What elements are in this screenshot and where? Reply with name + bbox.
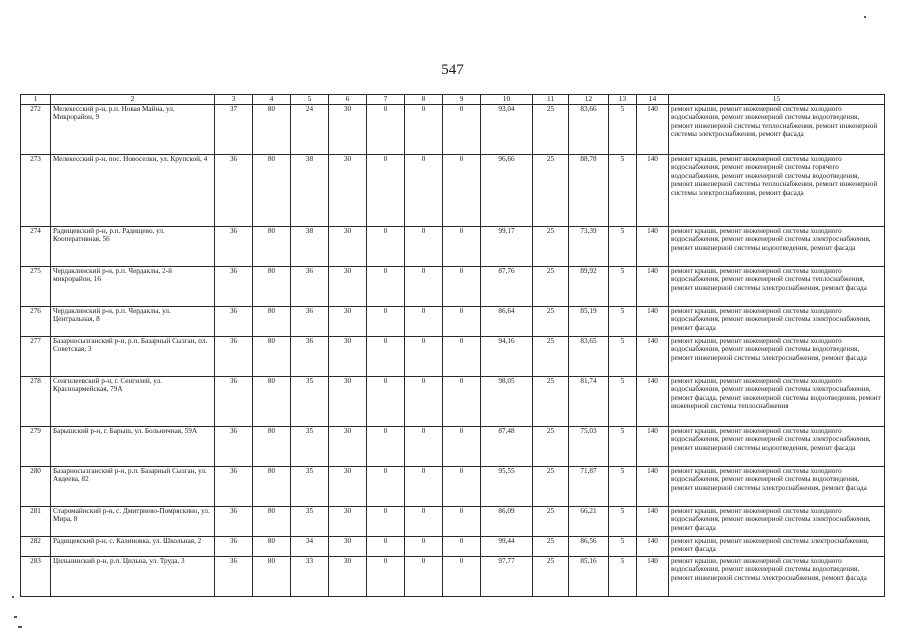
col-9-cell: 0 xyxy=(443,467,481,507)
col-6-cell: 30 xyxy=(329,337,367,377)
header-cell: 10 xyxy=(481,95,533,105)
col-8-cell: 0 xyxy=(405,467,443,507)
col-3-cell: 36 xyxy=(215,557,253,597)
col-3-cell: 36 xyxy=(215,467,253,507)
col-7-cell: 0 xyxy=(367,427,405,467)
col-4-cell: 80 xyxy=(253,507,291,537)
table-row xyxy=(21,155,885,227)
col-10-cell: 87,76 xyxy=(481,267,533,307)
col-13-cell: 5 xyxy=(609,337,637,377)
table-row xyxy=(21,377,885,427)
table-row xyxy=(21,557,885,597)
col-3-cell: 36 xyxy=(215,537,253,557)
col-5-cell: 36 xyxy=(291,337,329,377)
col-12-cell: 85,19 xyxy=(569,307,609,337)
col-8-cell: 0 xyxy=(405,155,443,227)
col-4-cell: 80 xyxy=(253,227,291,267)
scan-mark xyxy=(14,616,17,618)
col-8-cell: 0 xyxy=(405,267,443,307)
col-13-cell: 5 xyxy=(609,537,637,557)
col-6-cell: 30 xyxy=(329,267,367,307)
row-number-cell: 275 xyxy=(21,267,51,307)
works-list-cell: ремонт крыши, ремонт инженерной системы холодного водоснабжения, ремонт инженерной системы водоотведения, ремонт инженерной системы электроснабжения, ремонт фасада xyxy=(669,337,885,377)
col-8-cell: 0 xyxy=(405,557,443,597)
col-9-cell: 0 xyxy=(443,105,481,155)
col-3-cell: 36 xyxy=(215,507,253,537)
col-11-cell: 25 xyxy=(533,467,569,507)
col-6-cell: 30 xyxy=(329,507,367,537)
table-row xyxy=(21,337,885,377)
col-6-cell: 30 xyxy=(329,105,367,155)
col-5-cell: 36 xyxy=(291,267,329,307)
address-cell: Чердаклинский р-н, р.п. Чердаклы, ул. Центральная, 8 xyxy=(51,307,215,337)
col-13-cell: 5 xyxy=(609,507,637,537)
col-10-cell: 96,66 xyxy=(481,155,533,227)
col-11-cell: 25 xyxy=(533,267,569,307)
col-10-cell: 99,44 xyxy=(481,537,533,557)
col-9-cell: 0 xyxy=(443,267,481,307)
header-cell: 2 xyxy=(51,95,215,105)
col-8-cell: 0 xyxy=(405,427,443,467)
row-number-cell: 277 xyxy=(21,337,51,377)
col-12-cell: 86,56 xyxy=(569,537,609,557)
table-row xyxy=(21,105,885,155)
col-11-cell: 25 xyxy=(533,377,569,427)
col-14-cell: 140 xyxy=(637,337,669,377)
address-cell: Старомайнский р-н, с. Дмитриево-Помряскино, ул. Мира, 8 xyxy=(51,507,215,537)
header-cell: 3 xyxy=(215,95,253,105)
table-row xyxy=(21,467,885,507)
works-list-cell: ремонт крыши, ремонт инженерной системы холодного водоснабжения, ремонт инженерной системы электроснабжения, ремонт инженерной системы водоотведения, ремонт фасада xyxy=(669,427,885,467)
col-14-cell: 140 xyxy=(637,377,669,427)
row-number-cell: 283 xyxy=(21,557,51,597)
col-14-cell: 140 xyxy=(637,105,669,155)
address-cell: Чердаклинский р-н, р.п. Чердаклы, 2-й микрорайон, 16 xyxy=(51,267,215,307)
col-5-cell: 35 xyxy=(291,467,329,507)
col-4-cell: 80 xyxy=(253,337,291,377)
col-4-cell: 80 xyxy=(253,537,291,557)
col-11-cell: 25 xyxy=(533,537,569,557)
col-12-cell: 83,65 xyxy=(569,337,609,377)
col-13-cell: 5 xyxy=(609,267,637,307)
col-12-cell: 85,16 xyxy=(569,557,609,597)
col-3-cell: 36 xyxy=(215,307,253,337)
col-9-cell: 0 xyxy=(443,557,481,597)
header-cell: 13 xyxy=(609,95,637,105)
col-4-cell: 80 xyxy=(253,377,291,427)
address-cell: Радищевский р-н, р.п. Радищево, ул. Кооперативная, 56 xyxy=(51,227,215,267)
col-11-cell: 25 xyxy=(533,427,569,467)
col-7-cell: 0 xyxy=(367,557,405,597)
col-3-cell: 36 xyxy=(215,427,253,467)
table-row xyxy=(21,267,885,307)
col-7-cell: 0 xyxy=(367,507,405,537)
col-11-cell: 25 xyxy=(533,155,569,227)
address-cell: Мелекесский р-н, пос. Новоселки, ул. Крупской, 4 xyxy=(51,155,215,227)
works-list-cell: ремонт крыши, ремонт инженерной системы электроснабжения, ремонт фасада xyxy=(669,537,885,557)
col-6-cell: 30 xyxy=(329,537,367,557)
works-list-cell: ремонт крыши, ремонт инженерной системы холодного водоснабжения, ремонт инженерной системы водоотведения, ремонт инженерной системы электроснабжения, ремонт фасада xyxy=(669,557,885,597)
table-row xyxy=(21,307,885,337)
col-3-cell: 36 xyxy=(215,227,253,267)
col-8-cell: 0 xyxy=(405,105,443,155)
header-cell: 1 xyxy=(21,95,51,105)
col-14-cell: 140 xyxy=(637,507,669,537)
works-list-cell: ремонт крыши, ремонт инженерной системы холодного водоснабжения, ремонт инженерной системы электроснабжения, ремонт фасада, ремонт инженерной системы водоотведения, ремонт инженерной системы теплоснабжения xyxy=(669,377,885,427)
col-8-cell: 0 xyxy=(405,337,443,377)
works-list-cell: ремонт крыши, ремонт инженерной системы холодного водоснабжения, ремонт инженерной системы электроснабжения, ремонт фасада xyxy=(669,307,885,337)
col-9-cell: 0 xyxy=(443,377,481,427)
col-13-cell: 5 xyxy=(609,227,637,267)
col-7-cell: 0 xyxy=(367,307,405,337)
col-7-cell: 0 xyxy=(367,467,405,507)
address-cell: Сенгилеевский р-н, г. Сенгилей, ул. Красноармейская, 79А xyxy=(51,377,215,427)
col-4-cell: 80 xyxy=(253,427,291,467)
col-14-cell: 140 xyxy=(637,155,669,227)
address-cell: Цильнинский р-н, р.п. Цильна, ул. Труда, 3 xyxy=(51,557,215,597)
header-cell: 5 xyxy=(291,95,329,105)
works-list-cell: ремонт крыши, ремонт инженерной системы холодного водоснабжения, ремонт инженерной системы водоотведения, ремонт инженерной системы теплоснабжения, ремонт инженерной системы электроснабжения, ремонт фасада xyxy=(669,105,885,155)
header-cell: 4 xyxy=(253,95,291,105)
col-8-cell: 0 xyxy=(405,537,443,557)
col-9-cell: 0 xyxy=(443,537,481,557)
col-11-cell: 25 xyxy=(533,337,569,377)
col-9-cell: 0 xyxy=(443,155,481,227)
col-5-cell: 35 xyxy=(291,377,329,427)
col-8-cell: 0 xyxy=(405,377,443,427)
col-11-cell: 25 xyxy=(533,307,569,337)
works-list-cell: ремонт крыши, ремонт инженерной системы холодного водоснабжения, ремонт инженерной системы электроснабжения, ремонт фасада xyxy=(669,507,885,537)
col-9-cell: 0 xyxy=(443,507,481,537)
header-cell: 6 xyxy=(329,95,367,105)
col-5-cell: 35 xyxy=(291,507,329,537)
col-3-cell: 36 xyxy=(215,155,253,227)
col-6-cell: 30 xyxy=(329,155,367,227)
address-cell: Базарносызганский р-н, р.п. Базарный Сызган, ул. Авдеева, 82 xyxy=(51,467,215,507)
col-12-cell: 89,92 xyxy=(569,267,609,307)
col-13-cell: 5 xyxy=(609,105,637,155)
data-table xyxy=(20,94,885,597)
col-10-cell: 94,16 xyxy=(481,337,533,377)
col-14-cell: 140 xyxy=(637,307,669,337)
header-cell: 11 xyxy=(533,95,569,105)
col-4-cell: 80 xyxy=(253,155,291,227)
col-13-cell: 5 xyxy=(609,557,637,597)
address-cell: Радищевский р-н, с. Калиновка, ул. Школьная, 2 xyxy=(51,537,215,557)
header-cell: 15 xyxy=(669,95,885,105)
col-12-cell: 81,74 xyxy=(569,377,609,427)
col-6-cell: 30 xyxy=(329,307,367,337)
col-10-cell: 97,77 xyxy=(481,557,533,597)
col-7-cell: 0 xyxy=(367,155,405,227)
row-number-cell: 281 xyxy=(21,507,51,537)
col-14-cell: 140 xyxy=(637,227,669,267)
col-6-cell: 30 xyxy=(329,227,367,267)
col-4-cell: 80 xyxy=(253,267,291,307)
col-5-cell: 38 xyxy=(291,227,329,267)
row-number-cell: 280 xyxy=(21,467,51,507)
col-7-cell: 0 xyxy=(367,105,405,155)
works-list-cell: ремонт крыши, ремонт инженерной системы холодного водоснабжения, ремонт инженерной системы горячего водоснабжения, ремонт инженерной системы водоотведения, ремонт инженерной системы теплоснабжения, ремонт инженерной системы электроснабжения, ремонт фасада xyxy=(669,155,885,227)
col-13-cell: 5 xyxy=(609,467,637,507)
col-13-cell: 5 xyxy=(609,155,637,227)
address-cell: Мелекесский р-н, р.п. Новая Майна, ул. Микрорайон, 9 xyxy=(51,105,215,155)
col-4-cell: 80 xyxy=(253,307,291,337)
table-row xyxy=(21,507,885,537)
col-8-cell: 0 xyxy=(405,227,443,267)
table-row xyxy=(21,227,885,267)
col-4-cell: 80 xyxy=(253,467,291,507)
header-cell: 12 xyxy=(569,95,609,105)
row-number-cell: 279 xyxy=(21,427,51,467)
col-5-cell: 33 xyxy=(291,557,329,597)
col-11-cell: 25 xyxy=(533,557,569,597)
col-6-cell: 30 xyxy=(329,467,367,507)
header-cell: 8 xyxy=(405,95,443,105)
col-3-cell: 36 xyxy=(215,377,253,427)
table-header-row xyxy=(21,95,885,105)
col-9-cell: 0 xyxy=(443,307,481,337)
col-14-cell: 140 xyxy=(637,267,669,307)
col-14-cell: 140 xyxy=(637,557,669,597)
col-12-cell: 88,78 xyxy=(569,155,609,227)
col-10-cell: 86,09 xyxy=(481,507,533,537)
col-6-cell: 30 xyxy=(329,557,367,597)
col-13-cell: 5 xyxy=(609,307,637,337)
header-cell: 9 xyxy=(443,95,481,105)
col-13-cell: 5 xyxy=(609,427,637,467)
col-13-cell: 5 xyxy=(609,377,637,427)
col-5-cell: 35 xyxy=(291,427,329,467)
scan-mark xyxy=(18,626,22,628)
row-number-cell: 278 xyxy=(21,377,51,427)
scan-mark xyxy=(12,596,14,598)
col-7-cell: 0 xyxy=(367,537,405,557)
col-3-cell: 37 xyxy=(215,105,253,155)
col-7-cell: 0 xyxy=(367,227,405,267)
col-8-cell: 0 xyxy=(405,507,443,537)
table-row xyxy=(21,427,885,467)
col-7-cell: 0 xyxy=(367,337,405,377)
col-12-cell: 83,66 xyxy=(569,105,609,155)
col-14-cell: 140 xyxy=(637,537,669,557)
col-7-cell: 0 xyxy=(367,267,405,307)
col-10-cell: 86,64 xyxy=(481,307,533,337)
col-8-cell: 0 xyxy=(405,307,443,337)
works-list-cell: ремонт крыши, ремонт инженерной системы холодного водоснабжения, ремонт инженерной системы электроснабжения, ремонт инженерной системы водоотведения, ремонт фасада xyxy=(669,227,885,267)
col-5-cell: 24 xyxy=(291,105,329,155)
row-number-cell: 282 xyxy=(21,537,51,557)
col-7-cell: 0 xyxy=(367,377,405,427)
col-10-cell: 98,05 xyxy=(481,377,533,427)
col-12-cell: 66,21 xyxy=(569,507,609,537)
col-3-cell: 36 xyxy=(215,267,253,307)
header-cell: 14 xyxy=(637,95,669,105)
col-5-cell: 36 xyxy=(291,307,329,337)
col-6-cell: 30 xyxy=(329,427,367,467)
works-list-cell: ремонт крыши, ремонт инженерной системы холодного водоснабжения, ремонт инженерной системы теплоснабжения, ремонт инженерной системы электроснабжения, ремонт фасада xyxy=(669,267,885,307)
col-4-cell: 80 xyxy=(253,557,291,597)
col-11-cell: 25 xyxy=(533,227,569,267)
col-9-cell: 0 xyxy=(443,227,481,267)
col-12-cell: 71,87 xyxy=(569,467,609,507)
scan-mark xyxy=(864,16,866,18)
col-10-cell: 93,04 xyxy=(481,105,533,155)
row-number-cell: 276 xyxy=(21,307,51,337)
col-14-cell: 140 xyxy=(637,467,669,507)
col-9-cell: 0 xyxy=(443,427,481,467)
col-12-cell: 75,03 xyxy=(569,427,609,467)
page-number: 547 xyxy=(441,62,464,78)
col-6-cell: 30 xyxy=(329,377,367,427)
col-3-cell: 36 xyxy=(215,337,253,377)
col-10-cell: 87,48 xyxy=(481,427,533,467)
col-12-cell: 73,39 xyxy=(569,227,609,267)
col-5-cell: 34 xyxy=(291,537,329,557)
works-list-cell: ремонт крыши, ремонт инженерной системы холодного водоснабжения, ремонт инженерной системы водоотведения, ремонт инженерной системы электроснабжения, ремонт фасада xyxy=(669,467,885,507)
row-number-cell: 273 xyxy=(21,155,51,227)
col-10-cell: 99,17 xyxy=(481,227,533,267)
col-11-cell: 25 xyxy=(533,105,569,155)
row-number-cell: 274 xyxy=(21,227,51,267)
col-14-cell: 140 xyxy=(637,427,669,467)
header-cell: 7 xyxy=(367,95,405,105)
address-cell: Базарносызганский р-н, р.п. Базарный Сызган, пл. Советская, 3 xyxy=(51,337,215,377)
table-row xyxy=(21,537,885,557)
row-number-cell: 272 xyxy=(21,105,51,155)
address-cell: Барышский р-н, г. Барыш, ул. Больничная, 59А xyxy=(51,427,215,467)
col-4-cell: 80 xyxy=(253,105,291,155)
col-11-cell: 25 xyxy=(533,507,569,537)
col-9-cell: 0 xyxy=(443,337,481,377)
col-10-cell: 95,55 xyxy=(481,467,533,507)
col-5-cell: 38 xyxy=(291,155,329,227)
